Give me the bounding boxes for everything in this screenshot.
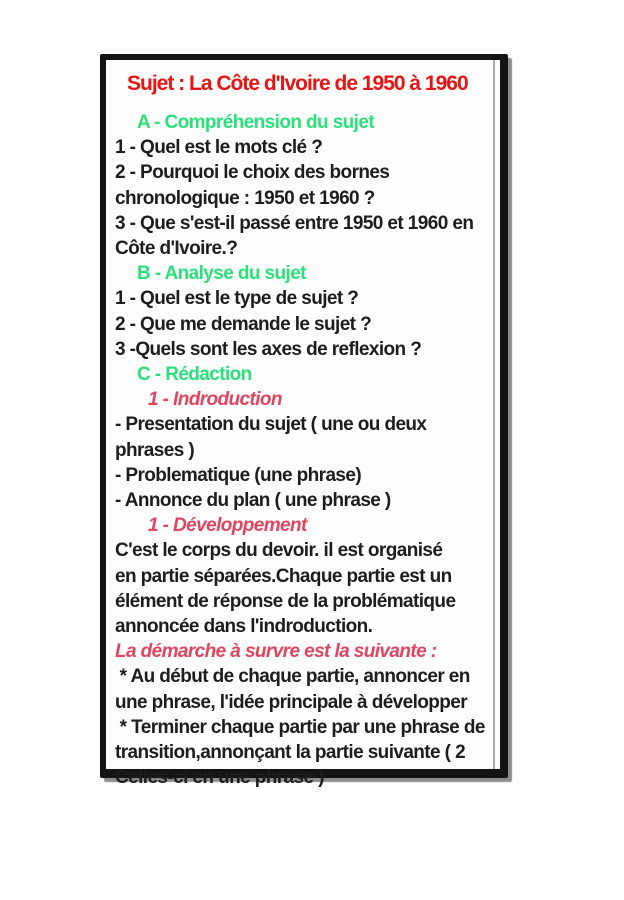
document-frame (100, 54, 508, 789)
text-line: * Au début de chaque partie, annoncer en (115, 666, 470, 688)
text-line: - Problematique (une phrase) (115, 464, 362, 486)
text-line: 2 - Pourquoi le choix des bornes (115, 162, 390, 184)
text-line: phrases ) (115, 439, 195, 461)
text-line: 3 -Quels sont les axes de reflexion ? (115, 338, 422, 360)
text-line: 3 - Que s'est-il passé entre 1950 et 1960 en (115, 212, 474, 234)
scrollbar-track[interactable] (493, 60, 495, 769)
text-line: chronologique : 1950 et 1960 ? (115, 187, 375, 209)
section-heading: A - Compréhension du sujet (137, 112, 375, 133)
subsection-heading: 1 - Indroduction (148, 389, 282, 411)
text-line-clipped: Celles-ci en une phrase ) (115, 767, 324, 789)
document-title: Sujet : La Côte d'Ivoire de 1950 à 1960 (127, 72, 468, 95)
text-line: - Annonce du plan ( une phrase ) (115, 490, 391, 512)
text-line: annoncée dans l'indroduction. (115, 616, 373, 638)
text-line: - Presentation du sujet ( une ou deux (115, 414, 427, 436)
text-line: C'est le corps du devoir. il est organisé (115, 540, 443, 562)
text-line: élément de réponse de la problématique (115, 590, 456, 612)
section-heading: B - Analyse du sujet (137, 263, 306, 285)
subsection-heading: 1 - Développement (148, 515, 307, 537)
section-heading: C - Rédaction (137, 364, 252, 386)
text-line: une phrase, l'idée principale à développer (115, 691, 468, 713)
text-line: 1 - Quel est le type de sujet ? (115, 288, 359, 310)
text-line: transition,annonçant la partie suivante ( 2 (115, 742, 466, 764)
text-line: en partie séparées.Chaque partie est un (115, 565, 452, 587)
document-body (115, 110, 492, 790)
text-line: 1 - Quel est le mots clé ? (115, 137, 323, 159)
document-content (106, 60, 492, 789)
text-line: Côte d'Ivoire.? (115, 238, 238, 260)
note-line: La démarche à survre est la suivante : (115, 641, 437, 663)
text-line: * Terminer chaque partie par une phrase de (115, 716, 485, 738)
text-line: 2 - Que me demande le sujet ? (115, 313, 372, 335)
